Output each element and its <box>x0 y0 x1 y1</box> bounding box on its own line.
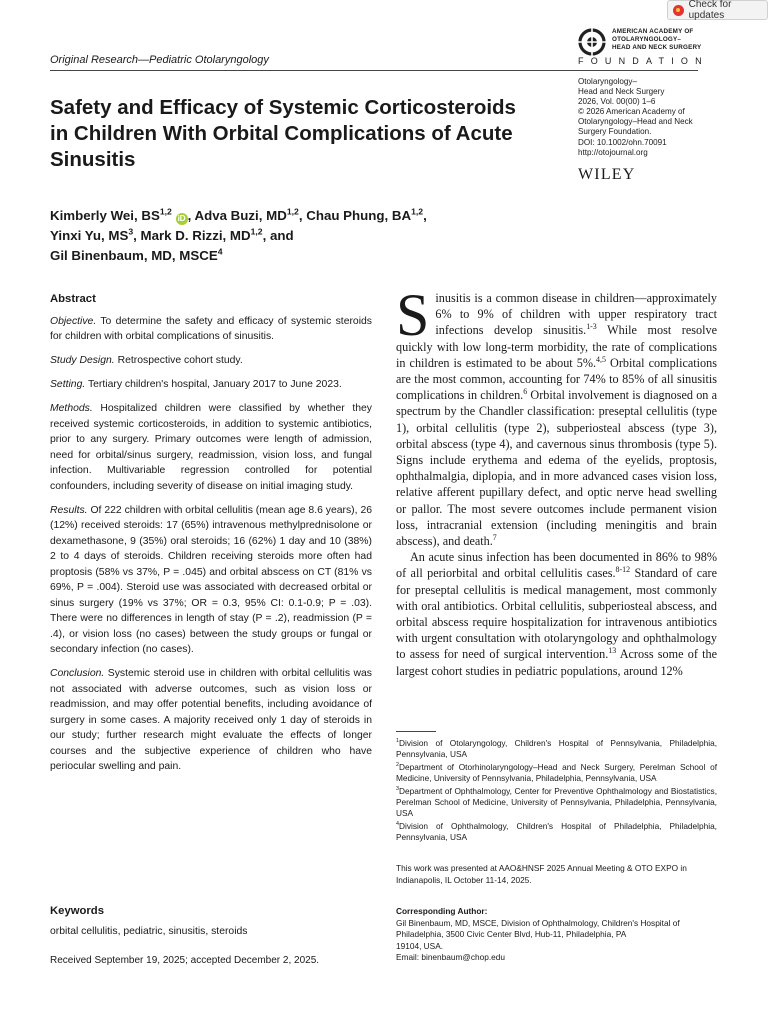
logo-line: HEAD AND NECK SURGERY <box>612 43 702 51</box>
affiliations <box>396 738 717 845</box>
received-dates: Received September 19, 2025; accepted December 2, 2025. <box>50 955 320 966</box>
update-badge-icon <box>673 5 684 16</box>
section-label: Results. <box>50 504 88 516</box>
author-name: Gil Binenbaum, MD, MSCE <box>50 248 218 263</box>
aao-hns-logo-icon <box>577 27 607 57</box>
doi-link[interactable]: DOI: 10.1002/ohn.70091 <box>578 137 667 147</box>
corresponding-email-link[interactable]: Email: binenbaum@chop.edu <box>396 952 505 962</box>
author-name: Yinxi Yu, MS <box>50 228 129 243</box>
journal-url-link[interactable]: http://otojournal.org <box>578 147 648 157</box>
article-title: Safety and Efficacy of Systemic Corticosteroids in Children With Orbital Complications of Acute Sinusitis <box>50 96 516 171</box>
journal-info-line: Otolaryngology–Head and Neck <box>578 117 693 127</box>
author-affiliation: 4 <box>217 246 223 257</box>
citation[interactable]: 6 <box>523 387 528 397</box>
author-affiliation: 1,2 <box>286 206 299 217</box>
check-for-updates-button[interactable] <box>667 0 768 20</box>
check-for-updates-label: Check for updates <box>688 0 732 21</box>
abstract-results <box>50 503 372 658</box>
keywords-heading: Keywords <box>50 905 104 917</box>
logo-line: AMERICAN ACADEMY OF <box>612 28 694 35</box>
abstract-objective <box>50 314 372 345</box>
journal-info-line: 2026, Vol. 00(00) 1–6 <box>578 97 656 107</box>
corresponding-line: 19104, USA. <box>396 940 444 951</box>
article-body <box>396 282 717 679</box>
abstract-study-design <box>50 353 372 369</box>
affiliation-item: $^3$Department of Ophthalmology, Center for Preventive Ophthalmology and Biostatistics, Perelman School of Medicine, University of Pennsylvania, Philadelphia, Pennsylvania, USA <box>396 785 717 819</box>
author-separator: , <box>133 228 141 243</box>
footnote-divider <box>396 731 436 732</box>
journal-info-line: Surgery Foundation. <box>578 127 652 137</box>
abstract-conclusion <box>50 666 372 775</box>
abstract-methods <box>50 401 372 494</box>
section-text: Systemic steroid use in children with orbital cellulitis was not associated with adverse outcomes, such as vision loss or readmission, and may offer potential benefits, including avoidance of surgery in some cases. A majority received only 1 day of steroids in our study; further research might evaluate the effects of longer courses and the subjective experience of children who have periocular swelling and pain. <box>50 668 372 772</box>
body-paragraph: Sinusitis is a common disease in children—approximately 6% to 9% of children with upper respiratory tract infections develop sinusitis.$^{1-3}$ While most resolve quickly with low long-term morbidity, the rate of complications in children is estimated to be about 5%.$^{4,5}$ Orbital complications are the most common, accounting for 74% to 85% of all sinusitis complications in children.$^6$ Orbital involvement is diagnosed on a spectrum by the Chandler classification: preseptal cellulitis (type 1), orbital cellulitis (type 2), subperiosteal abscess (type 3), orbital abscess (type 4), and cavernous sinus thrombosis (type 5). Signs include erythema and edema of the eyelids, proptosis, ophthalmalgia, diplopia, and in more advanced cases vision loss, relative afferent pupillary defect, and optic nerve head swelling or pallor. The most severe outcomes include permanent vision loss, intracranial extension (including meningitis and brain abscess), and death.$^7$ <box>396 282 717 549</box>
author-separator: , <box>187 208 195 223</box>
section-text: Hospitalized children were classified by whether they received systemic corticosteroids, in addition to systemic antibiotics, prior to any surgery. Primary outcomes were length of admission, need for orbital/sinus surgery, readmission, vision loss, and fungal infection. Multivariable regression controlled for potential confounders, including severity of disease on initial imaging study. <box>50 403 372 492</box>
keywords-text: orbital cellulitis, pediatric, sinusitis, steroids <box>50 926 248 937</box>
journal-info-line: © 2026 American Academy of <box>578 107 685 117</box>
author-separator: , and <box>262 228 294 243</box>
citation[interactable]: 7 <box>492 532 497 542</box>
section-label: Original Research—Pediatric Otolaryngology <box>50 54 269 66</box>
affiliation-item: $^2$Department of Otorhinolaryngology–Head and Neck Surgery, Perelman School of Medicine, University of Pennsylvania, Philadelphia, Pennsylvania, USA <box>396 761 717 784</box>
drop-cap: S <box>396 282 430 348</box>
author-affiliation: 1,2 <box>250 226 263 237</box>
author-separator: , <box>298 208 307 223</box>
corresponding-author <box>396 906 717 964</box>
author-list <box>50 206 570 266</box>
header-divider <box>50 70 698 71</box>
keywords-section <box>50 904 372 939</box>
abstract-heading: Abstract <box>50 293 96 305</box>
section-label: Conclusion. <box>50 668 105 679</box>
journal-info-line: Otolaryngology– <box>578 77 637 86</box>
section-label: Setting. <box>50 379 86 390</box>
citation[interactable]: 13 <box>608 646 617 656</box>
section-text: Retrospective cohort study. <box>117 355 243 366</box>
section-text: To determine the safety and efficacy of systemic steroids for children with orbital complications of sinusitis. <box>50 315 372 342</box>
citation[interactable]: 1-3 <box>586 322 597 332</box>
affiliation-item: $^1$Division of Otolaryngology, Children's Hospital of Pennsylvania, Philadelphia, Pennsylvania, USA <box>396 738 717 760</box>
logo-line: OTOLARYNGOLOGY– <box>612 35 682 43</box>
corresponding-line: Gil Binenbaum, MD, MSCE, Division of Ophthalmology, Children's Hospital of Philadelphia, 3500 Civic Center Blvd, Hub-11, Philadelphia, PA <box>396 917 680 939</box>
author-separator: , <box>423 208 427 223</box>
corresponding-heading: Corresponding Author: <box>396 906 488 916</box>
author-affiliation: 3 <box>128 226 134 237</box>
author-name: Kimberly Wei, BS <box>50 208 160 223</box>
author-name: Chau Phung, BA <box>306 208 412 223</box>
orcid-icon[interactable]: iD <box>177 214 186 223</box>
journal-info <box>578 77 700 158</box>
logo-foundation: FOUNDATION <box>578 56 709 66</box>
author-affiliation: 1,2 <box>159 206 172 217</box>
publisher-logo: WILEY <box>578 166 636 183</box>
abstract <box>50 292 372 783</box>
body-paragraph: An acute sinus infection has been documented in 86% to 98% of all periorbital and orbital cellulitis cases.$^{8-12}$ Standard of care for preseptal cellulitis is medical management, most commonly with oral antibiotics. Orbital cellulitis, subperiosteal abscess, and orbital abscess require hospitalization for intravenous antibiotics with urgent consultation with otolaryngology and ophthalmology to assess for need of surgical intervention.$^{13}$ Across some of the largest cohort studies in pediatric populations, around 12% <box>396 550 717 678</box>
section-label: Methods. <box>50 403 93 414</box>
journal-info-line: Head and Neck Surgery <box>578 87 665 97</box>
presentation-note: This work was presented at AAO&HNSF 2025 Annual Meeting & OTO EXPO in Indianapolis, IL October 11-14, 2025. <box>396 863 687 885</box>
section-label: Objective. <box>50 315 97 327</box>
affiliation-item: $^4$Division of Ophthalmology, Children's Hospital of Philadelphia, Philadelphia, Pennsylvania, USA <box>396 820 717 843</box>
abstract-setting <box>50 377 372 393</box>
author-affiliation: 1,2 <box>411 206 424 217</box>
author-name: Mark D. Rizzi, MD <box>140 228 251 243</box>
logo-wordmark <box>612 28 701 51</box>
section-text: Of 222 children with orbital cellulitis (mean age 8.6 years), 26 (12%) received steroids: 17 (65%) intravenous methylprednisolone or dexamethasone, 9 (35%) oral steroids; 16 (62%) 1 day and 10 (38%) 2 to 4 days of steroids. Children receiving steroids more often had proptosis (58% vs 37%, P = .045) and orbital abscess on CT (81% vs 69%, P = .004). Steroid use was associated with decreased orbital or sinus surgery (19% vs 37%; OR = 0.3, 95% CI: 0.1-0.9; P = .03). There were no differences in length of stay (P = .2), readmission (P = .4), or vision loss (no cases) between the study groups or fungal or secondary infection (no cases). <box>50 504 373 655</box>
section-label: Study Design. <box>50 355 115 366</box>
section-text: Tertiary children's hospital, January 2017 to June 2023. <box>87 379 342 390</box>
citation[interactable]: 4,5 <box>596 354 606 364</box>
citation[interactable]: 8-12 <box>615 565 631 575</box>
author-name: Adva Buzi, MD <box>194 208 287 223</box>
